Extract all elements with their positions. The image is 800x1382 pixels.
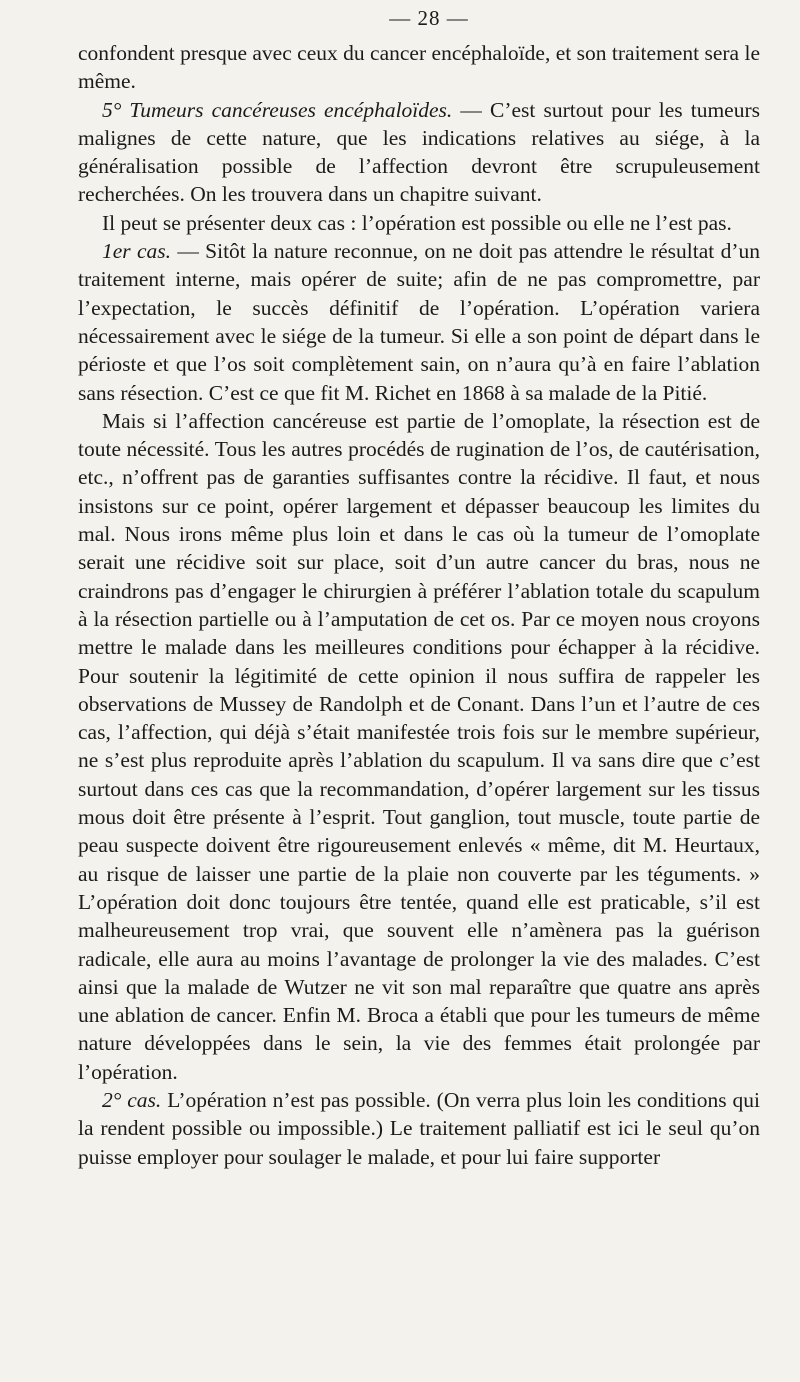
paragraph-4 <box>78 237 760 407</box>
paragraph-3 <box>78 209 760 237</box>
paragraph-4-text: — Sitôt la nature reconnue, on ne doit pas attendre le résultat d’un traitement interne, mais opérer de suite; afin de ne pas compromettre, par l’expectation, le succès définitif de l’opération. L’opération variera nécessairement avec le siége de la tumeur. Si elle a son point de départ dans le périoste et que l’os soit complètement sain, on n’aura qu’à en faire l’ablation sans résection. C’est ce que fit M. Richet en 1868 à sa malade de la Pitié. <box>78 239 760 405</box>
paragraph-6-heading: 2° cas. <box>102 1087 162 1112</box>
paragraph-6 <box>78 1086 760 1171</box>
paragraph-3-text: Il peut se présenter deux cas : l’opération est possible ou elle ne l’est pas. <box>102 210 732 235</box>
page-number: — 28 — <box>389 6 469 30</box>
paragraph-5 <box>78 407 760 1086</box>
paragraph-4-heading: 1er cas. <box>102 239 172 264</box>
paragraph-2 <box>78 96 760 209</box>
paragraph-6-text: L’opération n’est pas possible. (On verra plus loin les conditions qui la rendent possible ou impossible.) Le traitement palliatif est ici le seul qu’on puisse employer pour soulager le malade, et pour lui faire supporter <box>78 1087 760 1169</box>
paragraph-1 <box>78 39 760 96</box>
paragraph-2-text: — C’est surtout pour les tumeurs malignes de cette nature, que les indications relatives au siége, à la généralisation possible de l’affection devront être scrupuleusement recherchées. On les trouvera dans un chapitre suivant. <box>78 97 760 207</box>
paragraph-2-heading: 5° Tumeurs cancéreuses encéphaloïdes. <box>102 97 453 122</box>
paragraph-1-text: confondent presque avec ceux du cancer encéphaloïde, et son traitement sera le même. <box>78 41 760 94</box>
paragraph-5-text: Mais si l’affection cancéreuse est partie de l’omoplate, la résection est de toute nécessité. Tous les autres procédés de rugination de l’os, de cautérisation, etc., n’offrent pas de garanties suffisantes contre la récidive. Il faut, et nous insistons sur ce point, opérer largement et dépasser beaucoup les limites du mal. Nous irons même plus loin et dans le cas où la tumeur de l’omoplate serait une récidive soit sur place, soit d’un autre cancer du bras, nous ne craindrons pas d’engager le chirurgien à préférer l’ablation totale du scapulum à la résection partielle ou à l’amputation de cet os. Par ce moyen nous croyons mettre le malade dans les meilleures conditions pour échapper à la récidive. Pour soutenir la légitimité de cette opinion il nous suffira de rappeler les observations de Mussey de Randolph et de Conant. Dans l’un et l’autre de ces cas, l’affection, qui déjà s’était manifestée trois fois sur le membre supérieur, ne s’est plus reproduite après l’ablation du scapulum. Il va sans dire que c’est surtout dans ces cas que la recommandation, d’opérer largement sur les tissus mous doit être présente à l’esprit. Tout ganglion, tout muscle, toute partie de peau suspecte doivent être rigoureusement enlevés « même, dit M. Heurtaux, au risque de laisser une partie de la plaie non couverte par les téguments. » L’opération doit donc toujours être tentée, quand elle est praticable, s’il est malheureusement trop vrai, que souvent elle n’amènera pas la guérison radicale, elle aura au moins l’avantage de prolonger la vie des malades. C’est ainsi que la malade de Wutzer ne vit son mal reparaître que quatre ans après une ablation de cancer. Enfin M. Broca a établi que pour les tumeurs de même nature développées dans le sein, la vie des femmes était prolongée par l’opération. <box>78 408 760 1084</box>
